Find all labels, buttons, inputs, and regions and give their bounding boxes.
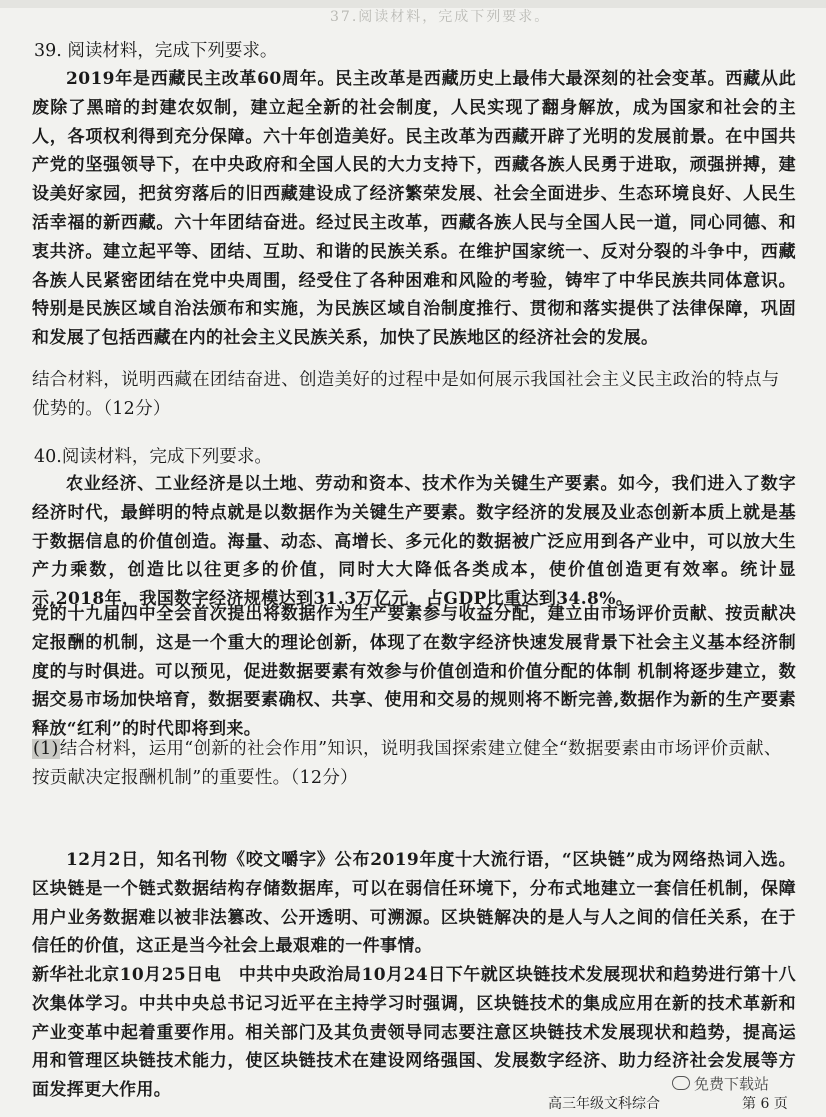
chat-bubble-icon (672, 1076, 690, 1090)
previous-page-bleed-text: 37.阅读材料，完成下列要求。 (330, 9, 551, 25)
question-40-material-4: 新华社北京10月25日电 中共中央政治局10月24日下午就区块链技术发展现状和趋势进行第十八次集体学习。中共中央总书记习近平在主持学习时强调，区块链技术的集成应用在新的技术革新和产业变革中起着重要作用。相关部门及其负责领导同志要注意区块链技术发展现状和趋势，提高运用和管理区块链技术能力，使区块链技术在建设网络强国、发展数字经济、助力经济社会发展等方面发挥更大作用。 (32, 965, 796, 1101)
question-40-title: 40.阅读材料，完成下列要求。 (34, 447, 272, 467)
question-40-task-1 (32, 735, 796, 793)
question-40-material-1: 农业经济、工业经济是以土地、劳动和资本、技术作为关键生产要素。如今，我们进入了数字经济时代，最鲜明的特点就是以数据作为关键生产要素。数字经济的发展及业态创新本质上就是基于数据信息的价值创造。海量、动态、高增长、多元化的数据被广泛应用到各产业中，可以放大生产力乘数，创造比以往更多的价值，同时大大降低各类成本，使价值创造更有效率。统计显示,2018年，我国数字经济规模达到31.3万亿元，占GDP比重达到34.8%。 (32, 474, 796, 610)
watermark-brand-text: 免费下载站 (694, 1075, 770, 1093)
question-40-material-3: 12月2日，知名刊物《咬文嚼字》公布2019年度十大流行语，“区块链”成为网络热词入选。区块链是一个链式数据结构存储数据库，可以在弱信任环境下，分布式地建立一套信任机制，保障用户业务数据难以被非法篡改、公开透明、可溯源。区块链解决的是人与人之间的信任关系，在于信任的价值，这正是当今社会上最艰难的一件事情。 (32, 850, 796, 957)
task-1-text: 结合材料，运用“创新的社会作用”知识，说明我国探索建立健全“数据要素由市场评价贡献、按贡献决定报酬机制”的重要性。（12分） (32, 739, 782, 788)
question-39-title: 39. 阅读材料，完成下列要求。 (34, 41, 278, 61)
question-39-material: 2019年是西藏民主改革60周年。民主改革是西藏历史上最伟大最深刻的社会变革。西藏从此废除了黑暗的封建农奴制，建立起全新的社会制度，人民实现了翻身解放，成为国家和社会的主人，各项权利得到充分保障。六十年创造美好。民主改革为西藏开辟了光明的发展前景。在中国共产党的坚强领导下，在中央政府和全国人民的大力支持下，西藏各族人民勇于进取，顽强拼搏，建设美好家园，把贫穷落后的旧西藏建设成了经济繁荣发展、社会全面进步、生态环境良好、人民生活幸福的新西藏。六十年团结奋进。经过民主改革，西藏各族人民与全国人民一道，同心同德、和衷共济。建立起平等、团结、互助、和谐的民族关系。在维护国家统一、反对分裂的斗争中，西藏各族人民紧密团结在党中央周围，经受住了各种困难和风险的考验，铸牢了中华民族共同体意识。特别是民族区域自治法颁布和实施，为民族区域自治制度推行、贯彻和落实提供了法律保障，巩固和发展了包括西藏在内的社会主义民族关系，加快了民族地区的经济社会的发展。 (32, 69, 796, 349)
watermark-brand (672, 1073, 769, 1094)
footer-exam-name: 高三年级文科综合 (548, 1096, 660, 1112)
question-40-material-2: 党的十九届四中全会首次提出将数据作为生产要素参与收益分配，建立由市场评价贡献、按贡献决定报酬的机制，这是一个重大的理论创新，体现了在数字经济快速发展背景下社会主义基本经济制度的与时俱进。可以预见，促进数据要素有效参与价值创造和价值分配的体制 机制将逐步建立，数据交易市场加快培育，数据要素确权、共享、使用和交易的规则将不断完善,数据作为新的生产要素释放“红利”的时代即将到来。 (32, 604, 796, 740)
question-39-task: 结合材料，说明西藏在团结奋进、创造美好的过程中是如何展示我国社会主义民主政治的特点与优势的。（12分） (32, 370, 780, 419)
footer-page-number: 第 6 页 (742, 1096, 788, 1112)
task-1-number-highlight: (1) (33, 739, 59, 759)
